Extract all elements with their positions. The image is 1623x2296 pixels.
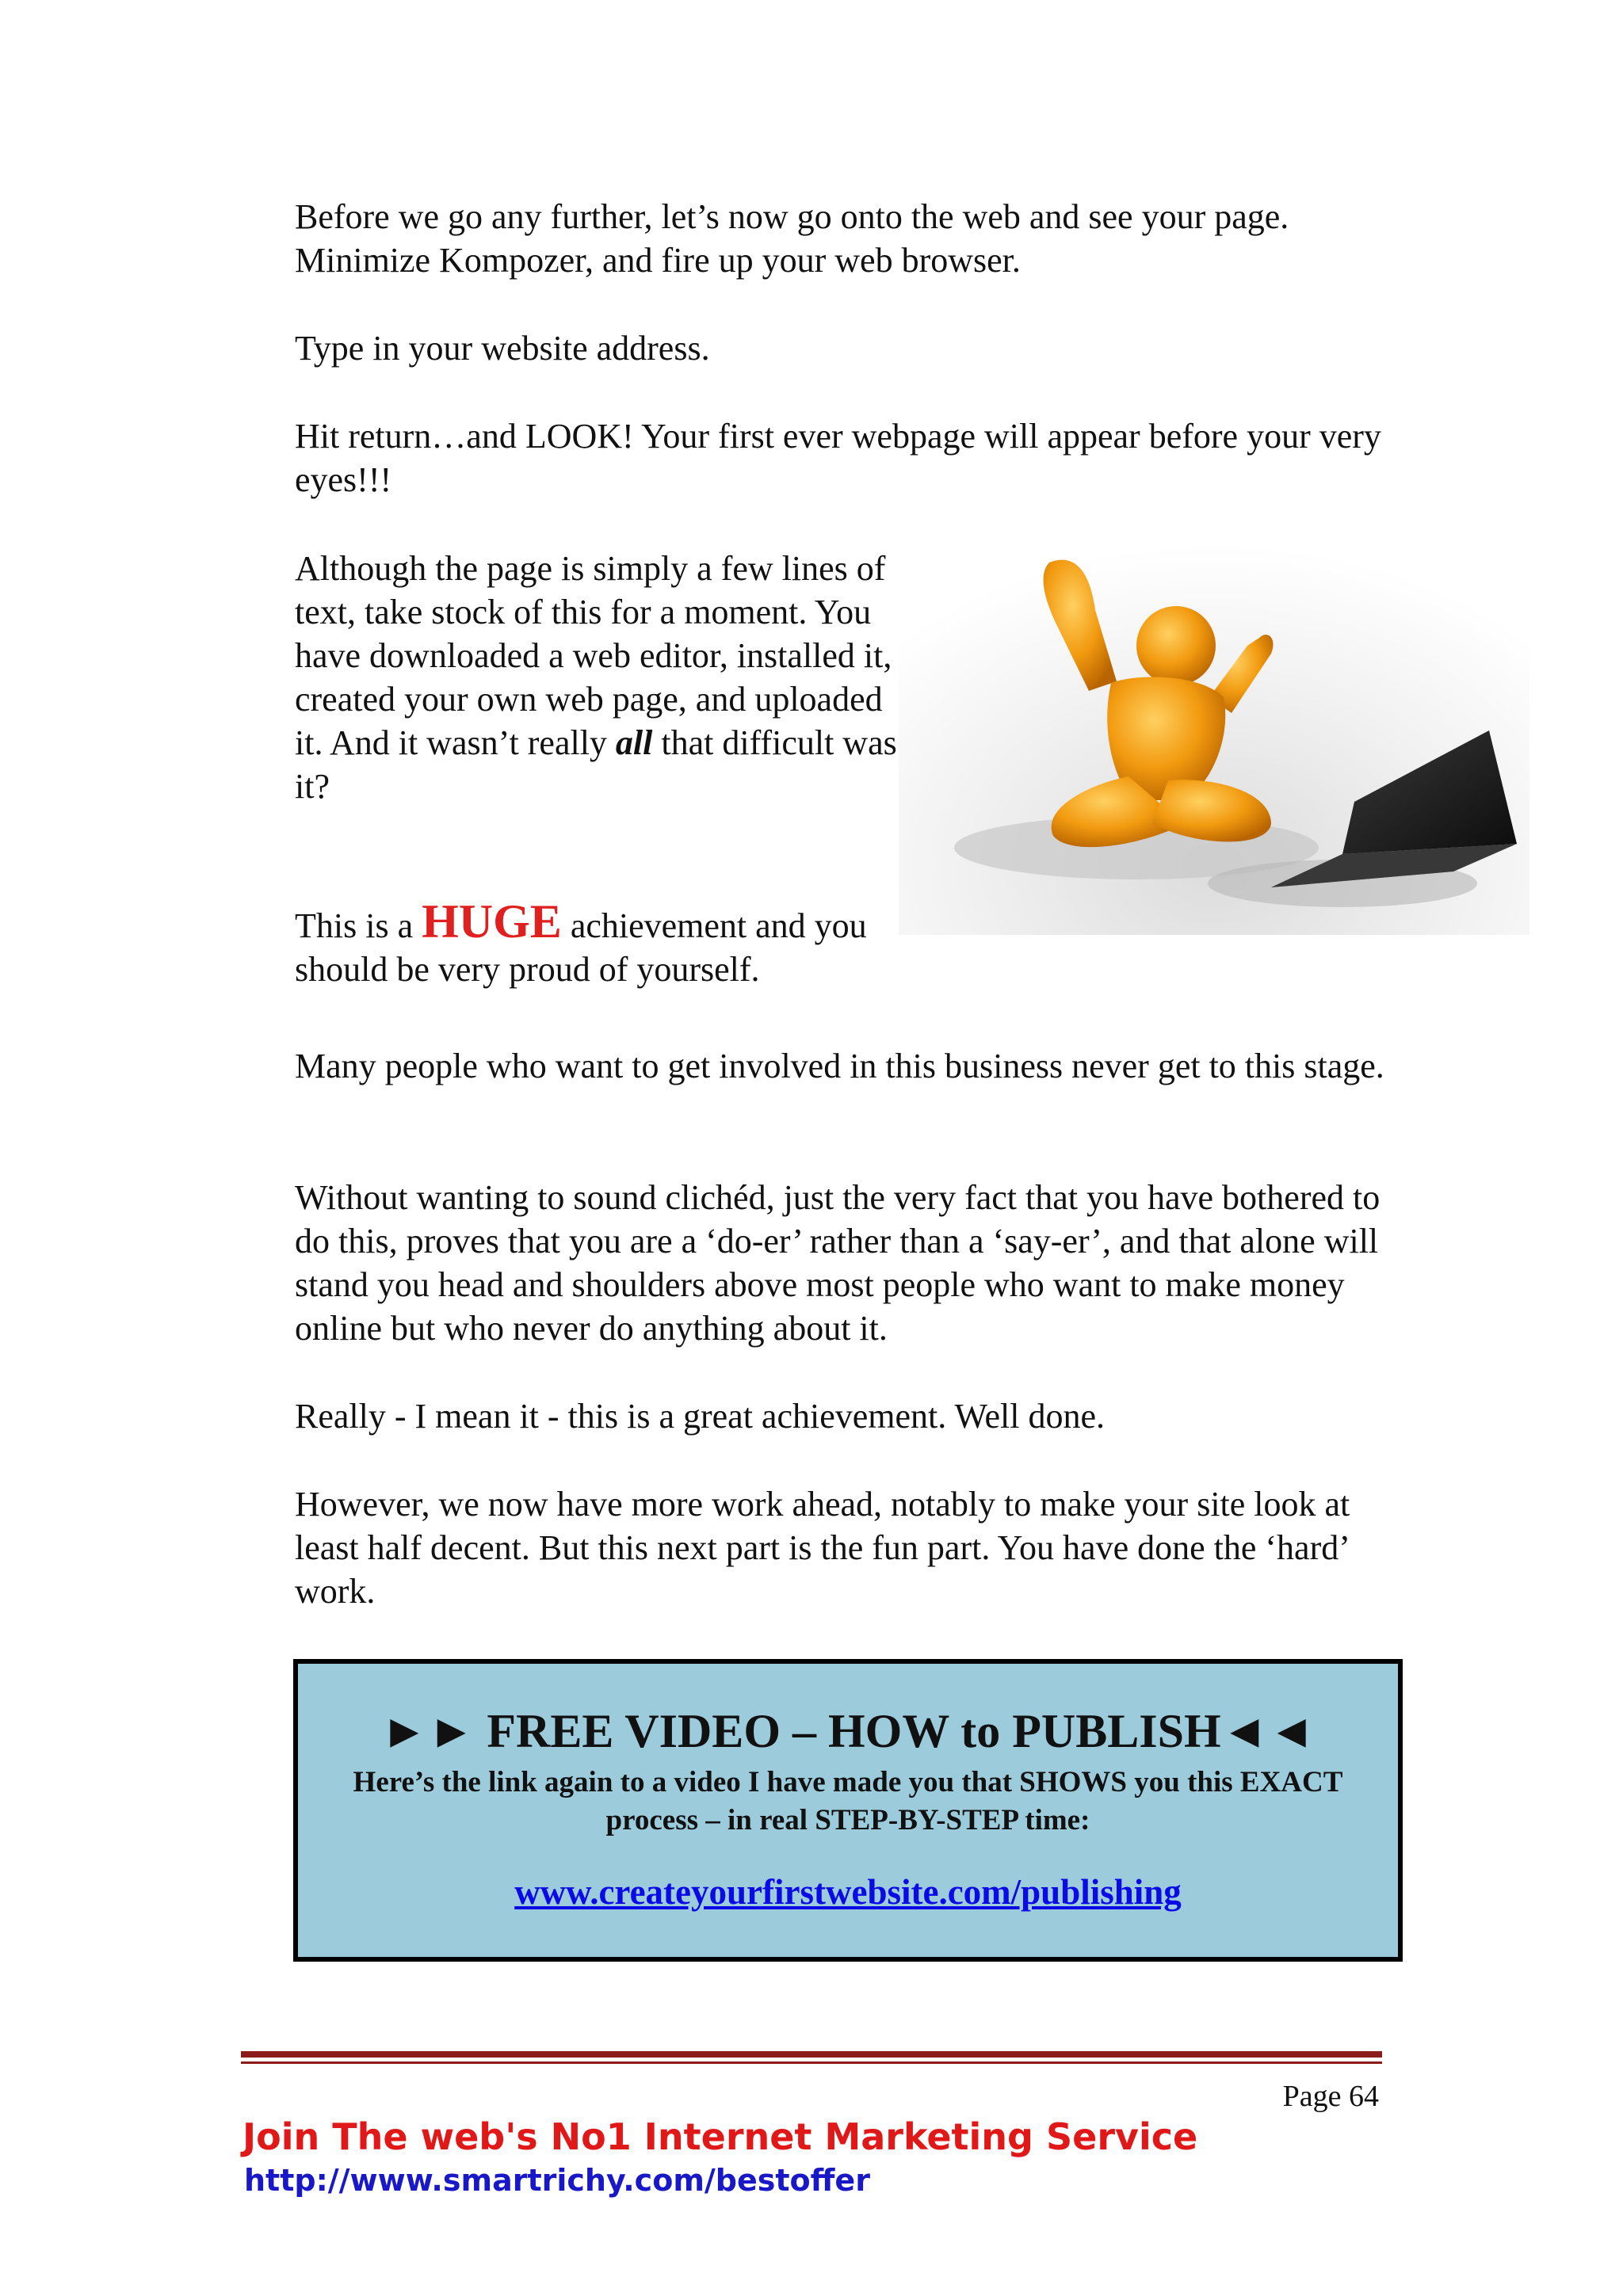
paragraph-well-done: Really - I mean it - this is a great achievement. Well done.	[295, 1397, 1105, 1436]
promo-title: Join The web's No1 Internet Marketing Service	[242, 2115, 1198, 2158]
paragraph-many-people: Many people who want to get involved in this business never get to this stage.	[295, 1047, 1384, 1085]
paragraph-more-work: However, we now have more work ahead, notably to make your site look at least half decent. But this next part is the fun part. You have done the ‘hard’ work.	[295, 1485, 1350, 1611]
emphasis-all: all	[615, 723, 653, 762]
callout-description: Here’s the link again to a video I have made you that SHOWS you this EXACT process – in real STEP-BY-STEP time:	[353, 1766, 1343, 1836]
footer-rule-thick	[241, 2051, 1382, 2058]
paragraph-do-er: Without wanting to sound clichéd, just the very fact that you have bothered to do this, proves that you are a ‘do-er’ rather than a ‘say-er’, and that alone will stand you head and shoulders above most people who want to make money online but who never do anything about it.	[295, 1178, 1381, 1348]
paragraph-hit-return: Hit return…and LOOK! Your first ever webpage will appear before your very eyes!!!	[295, 417, 1381, 499]
paragraph-intro: Before we go any further, let’s now go onto the web and see your page. Minimize Kompozer, and fire up your web browser.	[295, 197, 1289, 280]
callout-title: ►► FREE VIDEO – HOW to PUBLISH◄◄	[380, 1705, 1316, 1757]
celebration-illustration	[899, 475, 1529, 935]
footer-rule-thin	[241, 2061, 1382, 2064]
celebrating-figure-icon	[899, 475, 1529, 935]
paragraph-huge-end: achievement and you should be very proud of yourself.	[295, 906, 867, 989]
paragraph-huge-achievement	[295, 895, 897, 991]
page-number: Page 64	[1282, 2080, 1379, 2113]
publishing-video-link[interactable]: www.createyourfirstwebsite.com/publishing	[514, 1872, 1182, 1912]
paragraph-huge-start: This is a	[295, 906, 422, 945]
paragraph-take-stock-end: that difficult was it?	[295, 723, 897, 806]
paragraph-take-stock-text: Although the page is simply a few lines of text, take stock of this for a moment. You have downloaded a web editor, installed it, created your own web page, and uploaded it. And it wasn’t really	[295, 549, 892, 762]
free-video-callout	[293, 1659, 1403, 1962]
paragraph-type-address: Type in your website address.	[295, 329, 710, 368]
promo-link[interactable]: http://www.smartrichy.com/bestoffer	[244, 2163, 870, 2198]
paragraph-take-stock	[295, 547, 897, 808]
huge-highlight: HUGE	[422, 895, 562, 948]
